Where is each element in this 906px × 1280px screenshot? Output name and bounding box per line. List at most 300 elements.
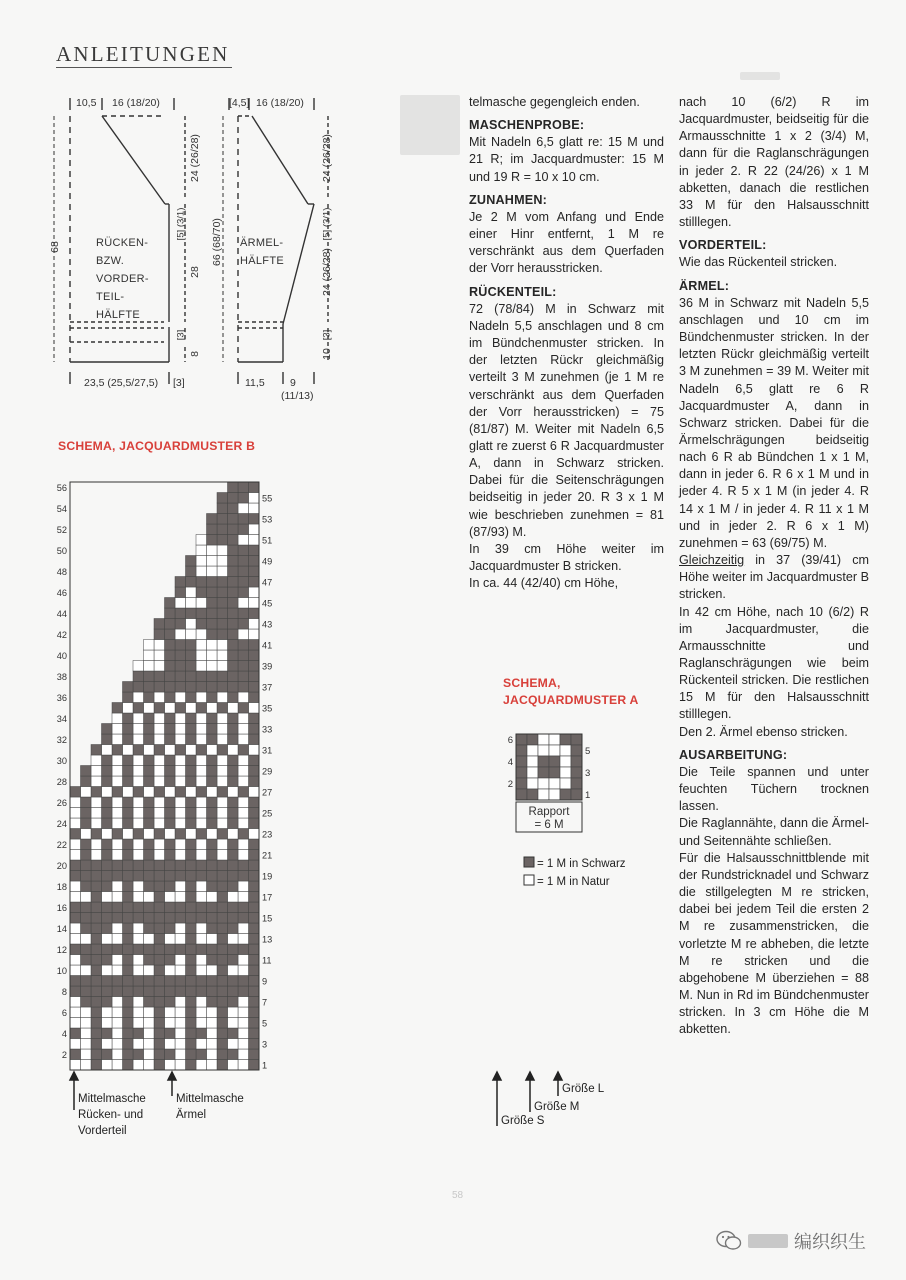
chart-b-cell: [144, 1049, 155, 1060]
chart-b-cell: [228, 734, 239, 745]
chart-b-cell: [123, 703, 134, 714]
chart-b-row-label: 11: [262, 955, 272, 966]
chart-b-row-label: 14: [56, 923, 67, 934]
chart-b-row-label: 44: [56, 608, 67, 619]
chart-b-cell: [123, 776, 134, 787]
chart-b-cell: [102, 776, 113, 787]
chart-b-cell: [238, 1049, 249, 1060]
chart-b-cell: [238, 997, 249, 1008]
chart-b-cell: [249, 944, 260, 955]
chart-b-cell: [238, 587, 249, 598]
chart-b-cell: [228, 577, 239, 588]
chart-b-cell: [238, 850, 249, 861]
chart-b-cell: [228, 892, 239, 903]
chart-b-cell: [91, 766, 102, 777]
chart-b-cell: [186, 955, 197, 966]
chart-b-cell: [133, 976, 144, 987]
paragraph: Die Raglannähte, dann die Ärmel- und Seitennähte schließen.: [679, 816, 869, 848]
chart-b-cell: [249, 503, 260, 514]
chart-b-cell: [112, 787, 123, 798]
chart-b-cell: [91, 892, 102, 903]
chart-b-cell: [228, 850, 239, 861]
chart-b-cell: [249, 671, 260, 682]
chart-b-cell: [186, 881, 197, 892]
chart-a-row-label: 6: [507, 735, 513, 746]
chart-b-cell: [196, 860, 207, 871]
chart-b-cell: [217, 955, 228, 966]
chart-b-cell: [112, 986, 123, 997]
chart-b-cell: [102, 724, 113, 735]
chart-b-cell: [165, 860, 176, 871]
chart-b-cell: [165, 902, 176, 913]
chart-b-cell: [228, 1039, 239, 1050]
chart-b-cell: [228, 818, 239, 829]
chart-b-cell: [249, 766, 260, 777]
chart-b-cell: [238, 745, 249, 756]
chart-b-cell: [217, 787, 228, 798]
chart-a-cell: [527, 778, 538, 789]
chart-b-cell: [165, 734, 176, 745]
chart-b-cell: [207, 661, 218, 672]
chart-b-cell: [186, 787, 197, 798]
chart-b-cell: [144, 913, 155, 924]
chart-b-cell: [228, 797, 239, 808]
chart-b-cell: [249, 1028, 260, 1039]
chart-b-cell: [217, 608, 228, 619]
chart-b-cell: [238, 524, 249, 535]
chart-b-cell: [70, 892, 81, 903]
chart-b-cell: [228, 808, 239, 819]
chart-b-cell: [91, 1039, 102, 1050]
chart-b-cell: [102, 1060, 113, 1071]
chart-b-cell: [207, 713, 218, 724]
chart-b-cell: [81, 818, 92, 829]
chart-b-cell: [207, 965, 218, 976]
chart-b-cell: [123, 965, 134, 976]
chart-b-cell: [123, 745, 134, 756]
chart-b-row-label: 35: [262, 703, 273, 714]
chart-b-cell: [249, 619, 260, 630]
chart-a-cell: [516, 778, 527, 789]
chart-b-cell: [207, 577, 218, 588]
chart-b-cell: [165, 640, 176, 651]
chart-b-cell: [165, 1007, 176, 1018]
paragraph-text: in 37 (39/41) cm Höhe weiter im Jacquardmuster B stricken.: [679, 553, 869, 602]
chart-b-cell: [133, 734, 144, 745]
chart-b-cell: [238, 598, 249, 609]
chart-a-cell: [549, 745, 560, 756]
chart-b-row-label: 10: [56, 965, 67, 976]
chart-a-row-label: 3: [585, 768, 591, 779]
chart-b-cell: [154, 860, 165, 871]
chart-b-cell: [249, 524, 260, 535]
chart-b-cell: [228, 839, 239, 850]
chart-b-cell: [238, 703, 249, 714]
chart-b-cell: [228, 923, 239, 934]
chart-b-cell: [249, 860, 260, 871]
chart-b-cell: [249, 608, 260, 619]
chart-b-cell: [91, 965, 102, 976]
chart-b-row-label: 56: [56, 482, 67, 493]
mittel-sleeve-label-2: Ärmel: [176, 1109, 207, 1121]
chart-b-cell: [81, 1007, 92, 1018]
chart-b-cell: [70, 902, 81, 913]
chart-b-cell: [196, 808, 207, 819]
chart-b-cell: [217, 881, 228, 892]
chart-b-cell: [238, 818, 249, 829]
chart-a-cell: [538, 734, 549, 745]
chart-b-cell: [70, 976, 81, 987]
chart-b-cell: [91, 955, 102, 966]
chart-b-cell: [217, 1007, 228, 1018]
chart-b-cell: [228, 1028, 239, 1039]
chart-b-row-label: 49: [262, 556, 273, 567]
chart-b-cell: [228, 671, 239, 682]
sleeve-side-body: 24 (26/28): [321, 248, 334, 296]
chart-b-cell: [133, 934, 144, 945]
chart-b-cell: [238, 808, 249, 819]
chart-b-cell: [70, 839, 81, 850]
chart-b-cell: [207, 944, 218, 955]
chart-b-cell: [70, 944, 81, 955]
chart-b-cell: [217, 850, 228, 861]
chart-b-cell: [217, 629, 228, 640]
chart-b-cell: [228, 598, 239, 609]
chart-b-cell: [217, 661, 228, 672]
chart-b-grid: [70, 482, 259, 1070]
chart-b-cell: [165, 976, 176, 987]
chart-b-cell: [154, 955, 165, 966]
chart-b-cell: [133, 902, 144, 913]
chart-b-cell: [186, 608, 197, 619]
chart-b-cell: [154, 650, 165, 661]
chart-b-cell: [249, 724, 260, 735]
mittel-body-label-1: Mittelmasche: [78, 1093, 146, 1105]
chart-b-cell: [154, 1007, 165, 1018]
chart-b-cell: [228, 997, 239, 1008]
chart-b-cell: [112, 703, 123, 714]
chart-b-cell: [207, 598, 218, 609]
chart-b-cell: [175, 776, 186, 787]
chart-b-cell: [144, 976, 155, 987]
chart-b-cell: [154, 923, 165, 934]
chart-b-cell: [196, 724, 207, 735]
chart-b-cell: [207, 818, 218, 829]
chart-b-cell: [165, 913, 176, 924]
jacquard-a-chart: [500, 730, 610, 830]
chart-a-row-label: 1: [585, 790, 591, 801]
chart-b-cell: [196, 640, 207, 651]
chart-b-cell: [186, 997, 197, 1008]
chart-b-cell: [228, 976, 239, 987]
chart-b-cell: [217, 493, 228, 504]
chart-b-cell: [186, 1060, 197, 1071]
chart-a-cell: [538, 789, 549, 800]
chart-b-cell: [207, 808, 218, 819]
chart-b-row-label: 15: [262, 913, 273, 924]
chart-b-cell: [217, 577, 228, 588]
chart-b-cell: [70, 787, 81, 798]
chart-b-cell: [123, 976, 134, 987]
sleeve-label-line: ÄRMEL-: [240, 237, 284, 249]
chart-b-row-label: 52: [56, 524, 67, 535]
chart-b-cell: [228, 829, 239, 840]
paragraph: Wie das Rückenteil stricken.: [679, 255, 838, 270]
chart-b-cell: [186, 1049, 197, 1060]
sleeve-label-line: HÄLFTE: [240, 255, 284, 267]
chart-b-cell: [249, 482, 260, 493]
chart-b-cell: [238, 535, 249, 546]
back-label-line: HÄLFTE: [96, 309, 140, 321]
chart-b-cell: [112, 724, 123, 735]
chart-a-cell: [549, 734, 560, 745]
chart-b-cell: [112, 713, 123, 724]
chart-b-cell: [133, 766, 144, 777]
chart-b-cell: [91, 787, 102, 798]
chart-b-cell: [196, 1007, 207, 1018]
chart-b-cell: [70, 818, 81, 829]
chart-b-row-label: 48: [56, 566, 67, 577]
chart-b-cell: [196, 892, 207, 903]
chart-b-cell: [102, 734, 113, 745]
chart-b-cell: [175, 682, 186, 693]
back-bottom-band: [3]: [173, 377, 185, 389]
chart-b-cell: [249, 850, 260, 861]
chart-b-cell: [102, 923, 113, 934]
chart-b-cell: [165, 629, 176, 640]
chart-b-cell: [228, 871, 239, 882]
chart-b-cell: [112, 881, 123, 892]
chart-b-cell: [91, 934, 102, 945]
chart-b-cell: [81, 965, 92, 976]
chart-b-cell: [165, 682, 176, 693]
chart-b-cell: [238, 556, 249, 567]
chart-b-cell: [175, 724, 186, 735]
chart-b-cell: [249, 955, 260, 966]
chart-b-cell: [154, 1049, 165, 1060]
chart-b-cell: [186, 797, 197, 808]
chart-b-cell: [70, 1018, 81, 1029]
chart-b-cell: [123, 734, 134, 745]
chart-a-cell: [571, 767, 582, 778]
chart-b-cell: [102, 955, 113, 966]
chart-b-row-label: 29: [262, 766, 273, 777]
chart-b-cell: [154, 965, 165, 976]
chart-b-cell: [123, 944, 134, 955]
chart-b-cell: [207, 703, 218, 714]
paragraph: In ca. 44 (42/40) cm Höhe,: [469, 576, 619, 591]
chart-b-cell: [207, 545, 218, 556]
chart-b-cell: [112, 871, 123, 882]
chart-a-cell: [516, 745, 527, 756]
chart-b-cell: [112, 755, 123, 766]
chart-b-cell: [249, 808, 260, 819]
chart-b-cell: [175, 587, 186, 598]
chart-b-cell: [133, 682, 144, 693]
mittel-body-label-2: Rücken- und: [78, 1109, 144, 1121]
chart-b-cell: [238, 787, 249, 798]
chart-b-cell: [228, 913, 239, 924]
chart-b-cell: [154, 787, 165, 798]
chart-b-cell: [175, 965, 186, 976]
chart-b-cell: [186, 766, 197, 777]
paragraph: nach 10 (6/2) R im Jacquardmuster, beidseitig für die Armausschnitte 1 x 2 (3/4) M, dann für die Raglanschrägungen in jeder 2. R 22 (24/26) x 1 M abketten, danach die restlichen 33 M für den Halsausschnitt stilllegen.: [679, 95, 869, 230]
chart-b-cell: [196, 797, 207, 808]
chart-b-cell: [196, 1049, 207, 1060]
chart-b-cell: [238, 724, 249, 735]
chart-b-cell: [196, 755, 207, 766]
chart-b-cell: [175, 755, 186, 766]
chart-b-cell: [154, 682, 165, 693]
chart-b-cell: [249, 1049, 260, 1060]
chart-b-cell: [123, 839, 134, 850]
size-l-label: Größe L: [562, 1083, 605, 1095]
chart-b-cell: [238, 913, 249, 924]
chart-b-cell: [196, 608, 207, 619]
chart-b-cell: [102, 839, 113, 850]
chart-b-cell: [165, 944, 176, 955]
chart-b-row-label: 13: [262, 934, 273, 945]
chart-b-cell: [217, 986, 228, 997]
chart-b-cell: [249, 818, 260, 829]
watermark: [716, 1228, 866, 1254]
chart-b-cell: [207, 755, 218, 766]
chart-b-cell: [144, 724, 155, 735]
chart-b-cell: [154, 902, 165, 913]
chart-b-cell: [144, 640, 155, 651]
chart-b-cell: [175, 1039, 186, 1050]
chart-b-cell: [207, 934, 218, 945]
chart-b-cell: [154, 944, 165, 955]
chart-b-cell: [81, 1018, 92, 1029]
chart-b-cell: [186, 703, 197, 714]
chart-b-cell: [196, 976, 207, 987]
chart-b-cell: [144, 808, 155, 819]
chart-a-cell: [516, 789, 527, 800]
chart-b-cell: [91, 829, 102, 840]
chart-b-cell: [217, 808, 228, 819]
back-side-armhole: 24 (26/28): [189, 134, 202, 182]
chart-b-cell: [228, 787, 239, 798]
chart-b-cell: [207, 608, 218, 619]
chart-b-row-label: 38: [56, 671, 67, 682]
chart-b-cell: [207, 566, 218, 577]
chart-a-cell: [527, 789, 538, 800]
chart-b-row-label: 27: [262, 787, 273, 798]
chart-b-cell: [102, 965, 113, 976]
chart-b-cell: [249, 598, 260, 609]
chart-b-cell: [133, 1018, 144, 1029]
chart-a-cell: [516, 734, 527, 745]
chart-b-cell: [102, 787, 113, 798]
chart-b-cell: [133, 913, 144, 924]
chart-b-cell: [112, 766, 123, 777]
chart-b-row-label: 20: [56, 860, 67, 871]
chart-b-cell: [196, 965, 207, 976]
chart-b-cell: [249, 755, 260, 766]
chart-b-cell: [186, 713, 197, 724]
chart-b-row-label: 3: [262, 1039, 268, 1050]
chart-b-cell: [249, 934, 260, 945]
chart-b-cell: [165, 787, 176, 798]
chart-b-cell: [175, 619, 186, 630]
chart-b-cell: [70, 1049, 81, 1060]
chart-b-cell: [133, 839, 144, 850]
instructions-column-middle: [469, 94, 664, 592]
chart-b-cell: [133, 745, 144, 756]
section-heading: VORDERTEIL:: [679, 238, 767, 253]
chart-b-cell: [165, 608, 176, 619]
chart-b-cell: [81, 976, 92, 987]
chart-b-row-label: 8: [61, 986, 67, 997]
chart-b-cell: [175, 923, 186, 934]
chart-b-cell: [70, 997, 81, 1008]
chart-b-cell: [249, 629, 260, 640]
chart-b-cell: [144, 892, 155, 903]
sleeve-bottom-left: 11,5: [245, 377, 265, 389]
chart-b-cell: [217, 839, 228, 850]
chart-b-cell: [133, 1007, 144, 1018]
chart-b-cell: [217, 892, 228, 903]
chart-b-cell: [144, 860, 155, 871]
chart-b-row-label: 25: [262, 808, 273, 819]
chart-b-cell: [102, 1049, 113, 1060]
chart-b-cell: [238, 503, 249, 514]
chart-b-cell: [186, 976, 197, 987]
section-heading: RÜCKENTEIL:: [469, 284, 557, 299]
chart-b-cell: [112, 1039, 123, 1050]
chart-b-cell: [91, 997, 102, 1008]
chart-b-cell: [70, 797, 81, 808]
chart-b-cell: [217, 1039, 228, 1050]
chart-b-cell: [186, 1007, 197, 1018]
chart-b-cell: [154, 829, 165, 840]
chart-b-cell: [207, 766, 218, 777]
chart-b-cell: [102, 881, 113, 892]
title-divider: [56, 67, 232, 68]
chart-b-cell: [133, 871, 144, 882]
chart-b-cell: [123, 913, 134, 924]
chart-b-row-label: 54: [56, 503, 67, 514]
chart-b-cell: [112, 944, 123, 955]
chart-b-cell: [228, 934, 239, 945]
chart-b-row-label: 40: [56, 650, 67, 661]
chart-b-cell: [154, 892, 165, 903]
chart-b-cell: [228, 556, 239, 567]
chart-b-cell: [196, 566, 207, 577]
chart-b-cell: [112, 923, 123, 934]
chart-a-row-label: 4: [507, 757, 513, 768]
chart-b-cell: [207, 619, 218, 630]
chart-a-cell: [549, 789, 560, 800]
chart-b-cell: [165, 650, 176, 661]
chart-a-cell: [560, 756, 571, 767]
chart-b-cell: [112, 818, 123, 829]
chart-b-cell: [207, 524, 218, 535]
back-side-band: [3]: [175, 329, 187, 341]
chart-b-cell: [175, 1028, 186, 1039]
chart-b-cell: [112, 776, 123, 787]
chart-b-cell: [238, 797, 249, 808]
chart-b-cell: [81, 1028, 92, 1039]
chart-b-cell: [123, 892, 134, 903]
chart-a-cell: [516, 756, 527, 767]
chart-b-cell: [112, 734, 123, 745]
chart-b-cell: [238, 965, 249, 976]
chart-b-cell: [249, 986, 260, 997]
chart-b-cell: [228, 629, 239, 640]
chart-b-cell: [154, 850, 165, 861]
